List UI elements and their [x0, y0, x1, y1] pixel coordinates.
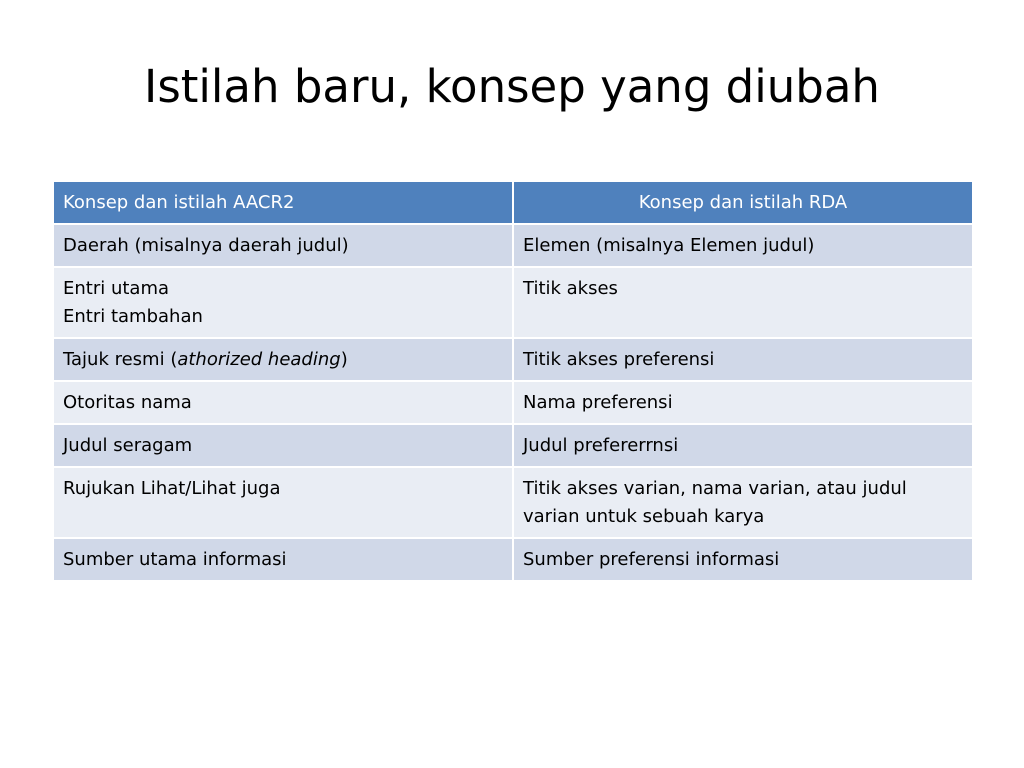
cell-aacr2: [53, 467, 513, 538]
cell-text: Entri utama: [63, 278, 170, 299]
table-row: [53, 381, 973, 424]
cell-aacr2: [53, 424, 513, 467]
table-row: [53, 538, 973, 581]
cell-rda: [513, 224, 973, 267]
cell-text: Titik akses varian, nama varian, atau judul: [523, 478, 907, 499]
cell-text: Sumber preferensi informasi: [523, 549, 780, 570]
cell-rda: [513, 267, 973, 338]
terms-table: [52, 180, 974, 582]
cell-text: Titik akses: [523, 278, 618, 299]
cell-text: Sumber utama informasi: [63, 549, 287, 570]
cell-text: Elemen (misalnya Elemen judul): [523, 235, 815, 256]
table-row: [53, 267, 973, 338]
header-aacr2: Konsep dan istilah AACR2: [53, 181, 513, 224]
cell-text: ): [340, 349, 348, 370]
table-header-row: [53, 181, 973, 224]
cell-text: Judul seragam: [63, 435, 193, 456]
cell-italic-text: athorized heading: [177, 349, 341, 370]
header-rda: Konsep dan istilah RDA: [513, 181, 973, 224]
cell-aacr2: [53, 338, 513, 381]
cell-aacr2: [53, 267, 513, 338]
cell-text: Entri tambahan: [63, 306, 203, 327]
cell-rda: [513, 381, 973, 424]
cell-text: varian untuk sebuah karya: [523, 506, 765, 527]
cell-rda: [513, 338, 973, 381]
cell-text: Daerah (misalnya daerah judul): [63, 235, 349, 256]
cell-rda: [513, 538, 973, 581]
cell-aacr2: [53, 381, 513, 424]
cell-text: Otoritas nama: [63, 392, 192, 413]
cell-text: Nama preferensi: [523, 392, 673, 413]
cell-text: Tajuk resmi (: [63, 349, 178, 370]
slide-title: Istilah baru, konsep yang diubah: [144, 60, 880, 113]
cell-text: Judul prefererrnsi: [523, 435, 679, 456]
cell-aacr2: [53, 224, 513, 267]
cell-aacr2: [53, 538, 513, 581]
cell-rda: [513, 467, 973, 538]
cell-text: Rujukan Lihat/Lihat juga: [63, 478, 281, 499]
table-row: [53, 224, 973, 267]
cell-text: Titik akses preferensi: [523, 349, 715, 370]
table-row: [53, 467, 973, 538]
table-row: [53, 424, 973, 467]
table-row: [53, 338, 973, 381]
cell-rda: [513, 424, 973, 467]
